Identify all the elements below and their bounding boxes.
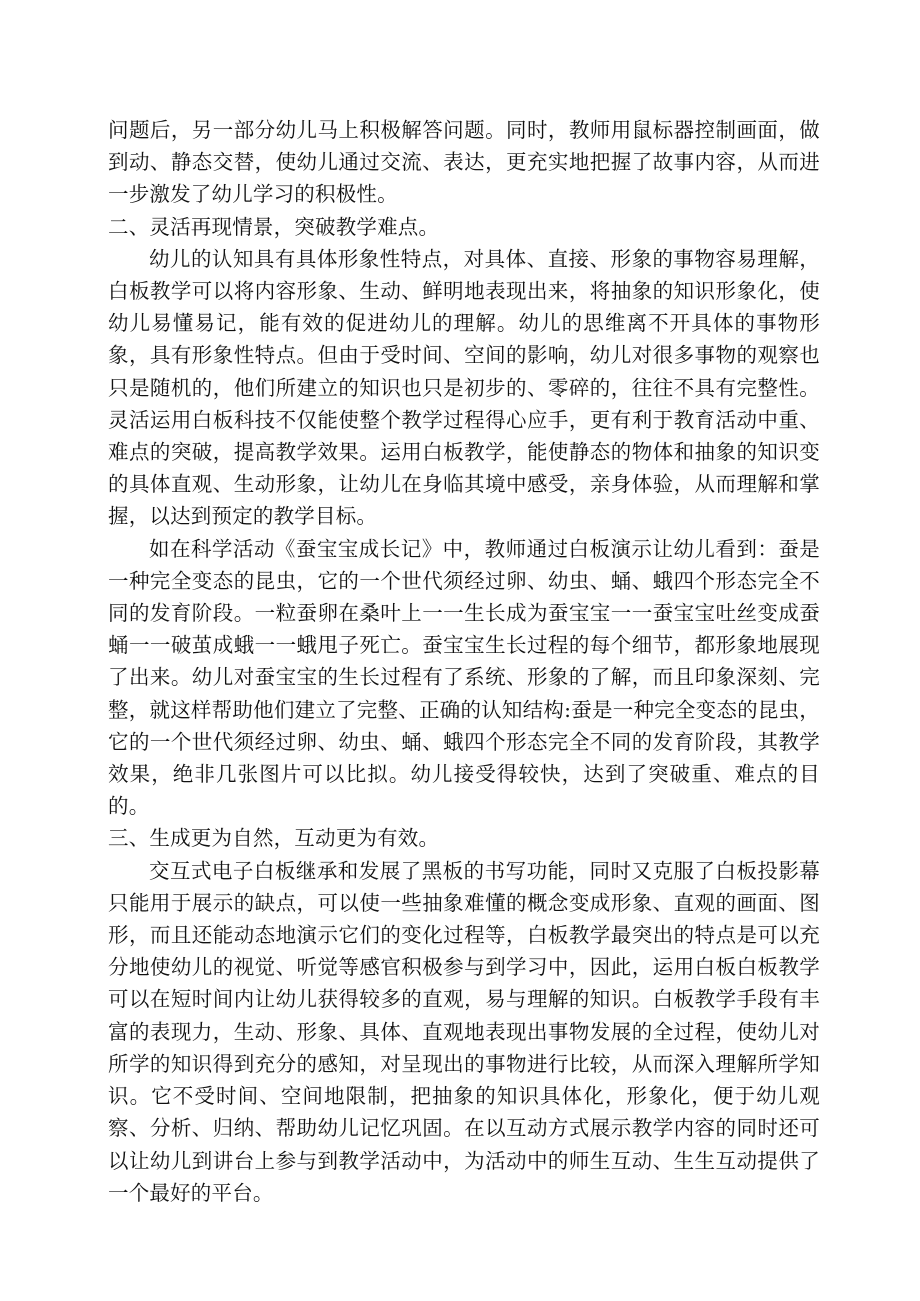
section-heading-2: 二、灵活再现情景，突破教学难点。 bbox=[108, 214, 440, 239]
section-heading-3: 三、生成更为自然，互动更为有效。 bbox=[108, 826, 440, 851]
paragraph-cognition: 幼儿的认知具有具体形象性特点，对具体、直接、形象的事物容易理解，白板教学可以将内容形象、生动、鲜明地表现出来，将抽象的知识形象化，使幼儿易懂易记，能有效的促进幼儿的理解。幼儿的思维离不开具体的事物形象，具有形象性特点。但由于受时间、空间的影响，幼儿对很多事物的观察也只是随机的，他们所建立的知识也只是初步的、零碎的，往往不具有完整性。灵活运用白板科技不仅能使整个教学过程得心应手，更有利于教育活动中重、难点的突破，提高教学效果。运用白板教学，能使静态的物体和抽象的知识变的具体直观、生动形象，让幼儿在身临其境中感受，亲身体验，从而理解和掌握，以达到预定的教学目标。 bbox=[108, 246, 820, 529]
paragraph-silkworm-example: 如在科学活动《蚕宝宝成长记》中，教师通过白板演示让幼儿看到：蚕是一种完全变态的昆虫，它的一个世代须经过卵、幼虫、蛹、蛾四个形态完全不同的发育阶段。一粒蚕卵在桑叶上一一生长成为蚕宝宝一一蚕宝宝吐丝变成蚕蛹一一破茧成蛾一一蛾甩子死亡。蚕宝宝生长过程的每个细节，都形象地展现了出来。幼儿对蚕宝宝的生长过程有了系统、形象的了解，而且印象深刻、完整，就这样帮助他们建立了完整、正确的认知结构:蚕是一种完全变态的昆虫，它的一个世代须经过卵、幼虫、蛹、蛾四个形态完全不同的发育阶段，其教学效果，绝非几张图片可以比拟。幼儿接受得较快，达到了突破重、难点的目的。 bbox=[108, 536, 820, 819]
paragraph-interactive-whiteboard: 交互式电子白板继承和发展了黑板的书写功能，同时又克服了白板投影幕只能用于展示的缺点，可以使一些抽象难懂的概念变成形象、直观的画面、图形，而且还能动态地演示它们的变化过程等，白板教学最突出的特点是可以充分地使幼儿的视觉、听觉等感官积极参与到学习中，因此，运用白板白板教学可以在短时间内让幼儿获得较多的直观，易与理解的知识。白板教学手段有丰富的表现力，生动、形象、具体、直观地表现出事物发展的全过程，使幼儿对所学的知识得到充分的感知，对呈现出的事物进行比较，从而深入理解所学知识。它不受时间、空间地限制，把抽象的知识具体化，形象化，便于幼儿观察、分析、归纳、帮助幼儿记忆巩固。在以互动方式展示教学内容的同时还可以让幼儿到讲台上参与到教学活动中，为活动中的师生互动、生生互动提供了一个最好的平台。 bbox=[108, 858, 820, 1205]
paragraph-continued: 问题后，另一部分幼儿马上积极解答问题。同时，教师用鼠标器控制画面，做到动、静态交替，使幼儿通过交流、表达，更充实地把握了故事内容，从而进一步激发了幼儿学习的积极性。 bbox=[108, 118, 820, 207]
document-page bbox=[108, 114, 820, 1209]
